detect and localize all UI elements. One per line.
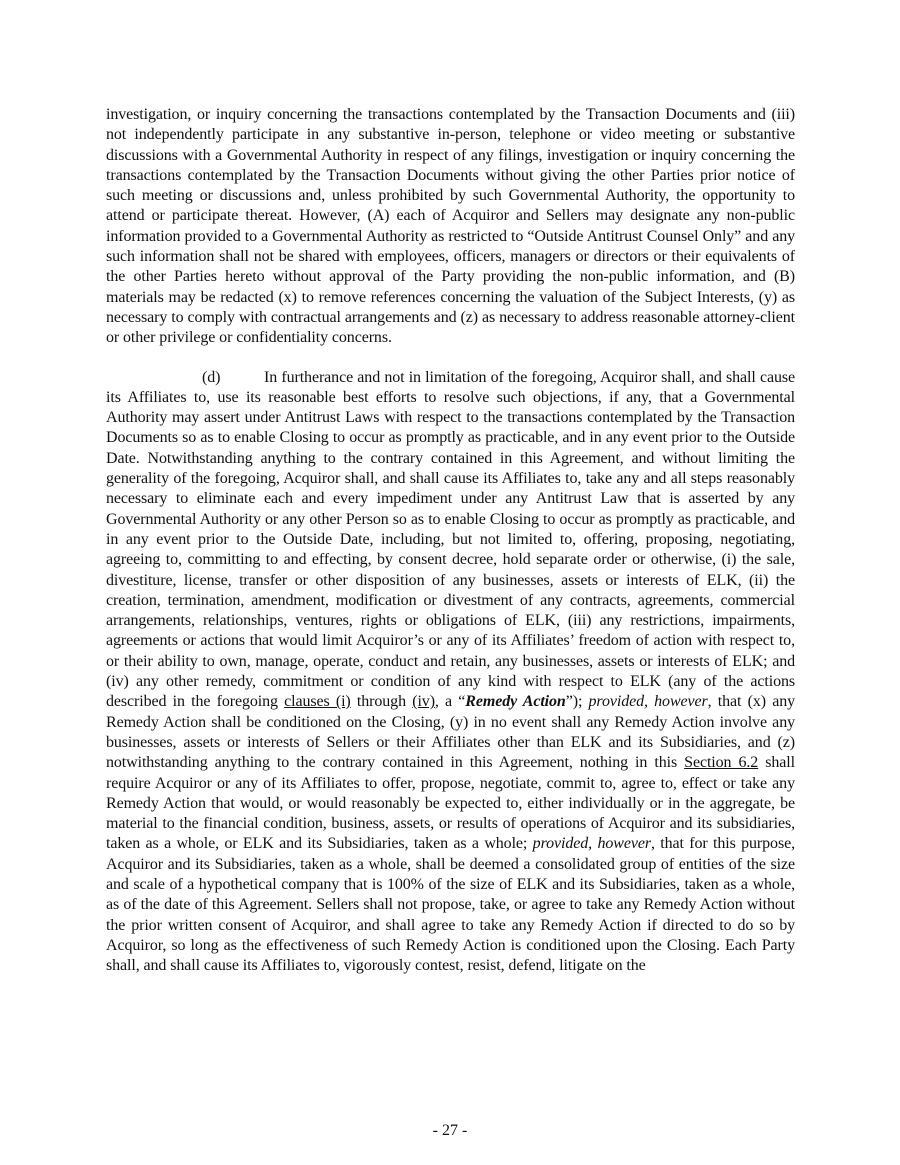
cross-reference-section: Section 6.2 <box>684 754 759 772</box>
paragraph-section-d <box>106 368 795 977</box>
paragraph-text: , that (x) any Remedy Action shall be conditioned on the Closing, (y) in no event shall any Remedy Action involve any businesses, assets or interests of Sellers or their Affiliates other than ELK and its Subsidiaries, and (z) notwithstanding anything to the contrary contained in this Agreement, nothing in this <box>106 693 795 772</box>
clause-label: (d) <box>202 368 221 386</box>
paragraph-text: , a “ <box>434 693 466 711</box>
cross-reference-clauses: clauses (i) <box>284 693 351 711</box>
paragraph-continuation: investigation, or inquiry concerning the transactions contemplated by the Transaction Documents and (iii) not independently participate in any substantive in-person, telephone or video meeting or substantive discussions with a Governmental Authority in respect of any filings, investigation or inquiry concerning the transactions contemplated by the Transaction Documents without giving the other Parties prior notice of such meeting or discussions and, unless prohibited by such Governmental Authority, the opportunity to attend or participate thereat. However, (A) each of Acquiror and Sellers may designate any non-public information provided to a Governmental Authority as restricted to “Outside Antitrust Counsel Only” and any such information shall not be shared with employees, officers, managers or directors or their equivalents of the other Parties hereto without approval of the Party providing the non-public information, and (B) materials may be redacted (x) to remove references concerning the valuation of the Subject Interests, (y) as necessary to comply with contractual arrangements and (z) as necessary to address reasonable attorney-client or other privilege or confidentiality concerns. <box>106 106 795 347</box>
proviso-term: provided, however <box>588 693 708 711</box>
paragraph-text: through <box>350 693 413 711</box>
paragraph-text: , that for this purpose, Acquiror and its Subsidiaries, taken as a whole, shall be deemed a consolidated group of entities of the size and scale of a hypothetical company that is 100% of the size of ELK and its Subsidiaries, taken as a whole, as of the date of this Agreement. Sellers shall not propose, take, or agree to take any Remedy Action without the prior written consent of Acquiror, and shall agree to take any Remedy Action if directed to do so by Acquiror, so long as the effectiveness of such Remedy Action is conditioned upon the Closing. Each Party shall, and shall cause its Affiliates to, vigorously contest, resist, defend, litigate on the <box>106 835 795 975</box>
defined-term: Remedy Action <box>465 693 566 711</box>
paragraph-text: ”); <box>565 693 589 711</box>
document-page <box>106 105 795 976</box>
page-number: - 27 - <box>432 1122 468 1139</box>
paragraph-text: shall require Acquiror or any of its Affiliates to offer, propose, negotiate, commit to, agree to, effect or take any Remedy Action that would, or would reasonably be expected to, either individually or in the aggregate, be material to the financial condition, business, assets, or results of operations of Acquiror and its subsidiaries, taken as a whole, or ELK and its Subsidiaries, taken as a whole; <box>106 754 795 853</box>
paragraph-text: In furtherance and not in limitation of the foregoing, Acquiror shall, and shall cause its Affiliates to, use its reasonable best efforts to resolve such objections, if any, that a Governmental Authority may assert under Antitrust Laws with respect to the transactions contemplated by the Transaction Documents so as to enable Closing to occur as promptly as practicable, and in any event prior to the Outside Date. Notwithstanding anything to the contrary contained in this Agreement, and without limiting the generality of the foregoing, Acquiror shall, and shall cause its Affiliates to, take any and all steps reasonably necessary to eliminate each and every impediment under any Antitrust Law that is asserted by any Governmental Authority or any other Person so as to enable Closing to occur as promptly as practicable, and in any event prior to the Outside Date, including, but not limited to, offering, proposing, negotiating, agreeing to, committing to and effecting, by consent decree, hold separate order or otherwise, (i) the sale, divestiture, license, transfer or other disposition of any businesses, assets or interests of ELK, (ii) the creation, termination, amendment, modification or divestment of any contracts, agreements, commercial arrangements, relationships, ventures, rights or obligations of ELK, (iii) any restrictions, impairments, agreements or actions that would limit Acquiror’s or any of its Affiliates’ freedom of action with respect to, or their ability to own, manage, operate, conduct and retain, any businesses, assets or interests of ELK; and (iv) any other remedy, commitment or condition of any kind with respect to ELK (any of the actions described in the foregoing <box>106 368 795 711</box>
proviso-term: provided, however <box>532 835 651 853</box>
cross-reference-clause-iv: (iv) <box>412 693 435 711</box>
